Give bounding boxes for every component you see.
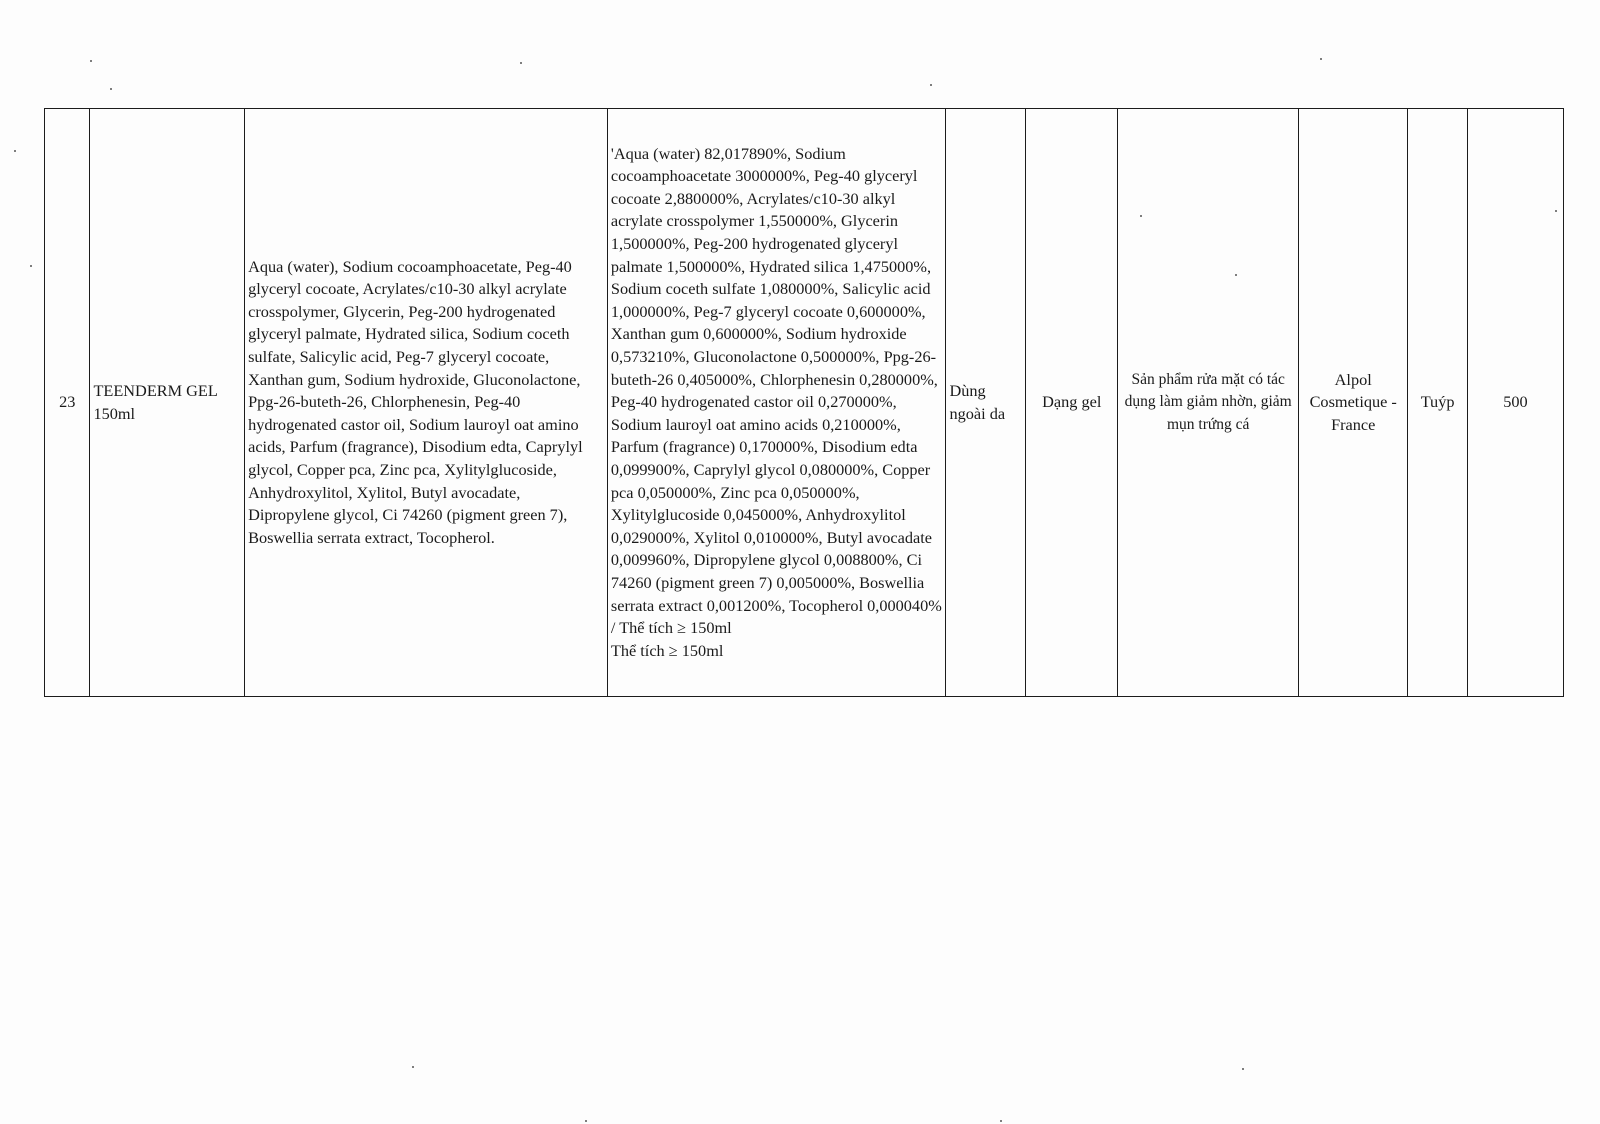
- cell-quantity: 500: [1467, 109, 1563, 697]
- scan-speck: [1235, 274, 1237, 276]
- scan-speck: [110, 88, 112, 90]
- scan-speck: [930, 84, 932, 86]
- scan-speck: [1140, 215, 1142, 217]
- cell-packaging: Tuýp: [1408, 109, 1468, 697]
- scan-speck: [1242, 1068, 1244, 1070]
- scan-speck: [1000, 1120, 1002, 1122]
- cell-purpose: Sản phẩm rửa mặt có tác dụng làm giảm nhờn, giảm mụn trứng cá: [1118, 109, 1299, 697]
- formula-volume: Thể tích ≥ 150ml: [610, 640, 724, 660]
- cell-form: Dạng gel: [1026, 109, 1118, 697]
- cell-formula: [607, 109, 946, 697]
- scan-speck: [1320, 58, 1322, 60]
- scan-speck: [1555, 210, 1557, 212]
- cell-stt: 23: [45, 109, 90, 697]
- table-row: [45, 109, 1564, 697]
- scan-speck: [30, 265, 32, 267]
- scan-speck: [585, 1120, 587, 1122]
- cell-manufacturer: Alpol Cosmetique - France: [1299, 109, 1408, 697]
- scan-speck: [520, 62, 522, 64]
- formula-text: 'Aqua (water) 82,017890%, Sodium cocoamphoacetate 3000000%, Peg-40 glyceryl cocoate 2,880000%, Acrylates/c10-30 alkyl acrylate crosspolymer 1,550000%, Glycerin 1,500000%, Peg-200 hydrogenated glyceryl palmate 1,500000%, Hydrated silica 1,475000%, Sodium coceth sulfate 1,080000%, Salicylic acid 1,000000%, Peg-7 glyceryl cocoate 0,600000%, Xanthan gum 0,600000%, Sodium hydroxide 0,573210%, Gluconolactone 0,500000%, Ppg-26-buteth-26 0,405000%, Chlorphenesin 0,280000%, Peg-40 hydrogenated castor oil 0,270000%, Sodium lauroyl oat amino acids 0,210000%, Parfum (fragrance) 0,170000%, Disodium edta 0,099900%, Caprylyl glycol 0,080000%, Copper pca 0,050000%, Zinc pca 0,050000%, Xylitylglucoside 0,045000%, Anhydroxylitol 0,029000%, Xylitol 0,010000%, Butyl avocadate 0,009960%, Dipropylene glycol 0,008800%, Ci 74260 (pigment green 7) 0,005000%, Boswellia serrata extract 0,001200%, Tocopherol 0,000040% / Thể tích ≥ 150ml: [610, 143, 942, 638]
- cell-ingredients: Aqua (water), Sodium cocoamphoacetate, Peg-40 glyceryl cocoate, Acrylates/c10-30 alkyl acrylate crosspolymer, Glycerin, Peg-200 hydrogenated glyceryl palmate, Hydrated silica, Sodium coceth sulfate, Salicylic acid, Peg-7 glyceryl cocoate, Xanthan gum, Sodium hydroxide, Gluconolactone, Ppg-26-buteth-26, Chlorphenesin, Peg-40 hydrogenated castor oil, Sodium lauroyl oat amino acids, Parfum (fragrance), Disodium edta, Caprylyl glycol, Copper pca, Zinc pca, Xylitylglucoside, Anhydroxylitol, Xylitol, Butyl avocadate, Dipropylene glycol, Ci 74260 (pigment green 7), Boswellia serrata extract, Tocopherol.: [245, 109, 608, 697]
- scan-speck: [412, 1066, 414, 1068]
- product-table: [44, 108, 1564, 697]
- scan-speck: [90, 60, 92, 62]
- scan-speck: [14, 150, 16, 152]
- cell-usage: Dùng ngoài da: [946, 109, 1026, 697]
- cell-product-name: TEENDERM GEL 150ml: [90, 109, 245, 697]
